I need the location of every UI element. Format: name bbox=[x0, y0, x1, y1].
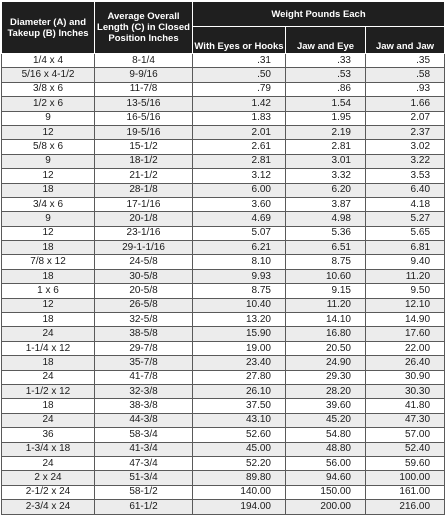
cell-jaw-eye: 16.80 bbox=[286, 327, 366, 341]
table-row bbox=[2, 54, 445, 68]
table-row bbox=[2, 111, 445, 125]
cell-diameter: 1-1/2 x 12 bbox=[2, 384, 95, 398]
cell-eyes-hooks: 9.93 bbox=[193, 269, 286, 283]
cell-eyes-hooks: 5.07 bbox=[193, 226, 286, 240]
cell-eyes-hooks: .50 bbox=[193, 68, 286, 82]
cell-diameter: 24 bbox=[2, 370, 95, 384]
cell-eyes-hooks: 2.81 bbox=[193, 154, 286, 168]
cell-jaw-eye: 6.51 bbox=[286, 241, 366, 255]
cell-length: 11-7/8 bbox=[95, 82, 193, 96]
table-row bbox=[2, 212, 445, 226]
cell-eyes-hooks: 194.00 bbox=[193, 500, 286, 514]
cell-eyes-hooks: 8.10 bbox=[193, 255, 286, 269]
cell-length: 44-3/8 bbox=[95, 413, 193, 427]
cell-length: 20-1/8 bbox=[95, 212, 193, 226]
cell-jaw-jaw: 14.90 bbox=[366, 313, 445, 327]
table-row bbox=[2, 255, 445, 269]
cell-length: 41-7/8 bbox=[95, 370, 193, 384]
table-row bbox=[2, 97, 445, 111]
cell-jaw-jaw: 11.20 bbox=[366, 269, 445, 283]
cell-length: 30-5/8 bbox=[95, 269, 193, 283]
cell-jaw-eye: 29.30 bbox=[286, 370, 366, 384]
cell-jaw-eye: 2.81 bbox=[286, 140, 366, 154]
cell-length: 38-3/8 bbox=[95, 399, 193, 413]
cell-eyes-hooks: 45.00 bbox=[193, 442, 286, 456]
cell-diameter: 9 bbox=[2, 154, 95, 168]
cell-diameter: 2 x 24 bbox=[2, 471, 95, 485]
cell-diameter: 1-1/4 x 12 bbox=[2, 341, 95, 355]
table-row bbox=[2, 169, 445, 183]
table-row bbox=[2, 284, 445, 298]
cell-jaw-eye: 10.60 bbox=[286, 269, 366, 283]
table-row bbox=[2, 125, 445, 139]
cell-length: 23-1/16 bbox=[95, 226, 193, 240]
cell-jaw-eye: 28.20 bbox=[286, 384, 366, 398]
cell-diameter: 12 bbox=[2, 125, 95, 139]
cell-diameter: 2-3/4 x 24 bbox=[2, 500, 95, 514]
cell-diameter: 2-1/2 x 24 bbox=[2, 485, 95, 499]
cell-eyes-hooks: 3.60 bbox=[193, 197, 286, 211]
cell-jaw-eye: 94.60 bbox=[286, 471, 366, 485]
cell-length: 58-1/2 bbox=[95, 485, 193, 499]
cell-diameter: 18 bbox=[2, 356, 95, 370]
table-row bbox=[2, 226, 445, 240]
cell-eyes-hooks: 3.12 bbox=[193, 169, 286, 183]
cell-jaw-eye: 11.20 bbox=[286, 298, 366, 312]
cell-length: 38-5/8 bbox=[95, 327, 193, 341]
table-row bbox=[2, 154, 445, 168]
cell-length: 19-5/16 bbox=[95, 125, 193, 139]
cell-length: 35-7/8 bbox=[95, 356, 193, 370]
cell-eyes-hooks: 27.80 bbox=[193, 370, 286, 384]
cell-diameter: 24 bbox=[2, 456, 95, 470]
cell-jaw-jaw: 26.40 bbox=[366, 356, 445, 370]
cell-jaw-jaw: 100.00 bbox=[366, 471, 445, 485]
cell-jaw-eye: 200.00 bbox=[286, 500, 366, 514]
cell-diameter: 18 bbox=[2, 241, 95, 255]
cell-jaw-eye: 8.75 bbox=[286, 255, 366, 269]
cell-eyes-hooks: 52.20 bbox=[193, 456, 286, 470]
table-row bbox=[2, 82, 445, 96]
cell-jaw-jaw: 2.37 bbox=[366, 125, 445, 139]
header-length: Average Overall Length (C) in Closed Position Inches bbox=[95, 2, 193, 54]
cell-length: 9-9/16 bbox=[95, 68, 193, 82]
cell-jaw-jaw: 9.40 bbox=[366, 255, 445, 269]
cell-jaw-eye: .86 bbox=[286, 82, 366, 96]
cell-jaw-jaw: 12.10 bbox=[366, 298, 445, 312]
cell-jaw-jaw: 52.40 bbox=[366, 442, 445, 456]
cell-diameter: 24 bbox=[2, 413, 95, 427]
cell-diameter: 12 bbox=[2, 298, 95, 312]
cell-jaw-eye: 3.32 bbox=[286, 169, 366, 183]
cell-length: 15-1/2 bbox=[95, 140, 193, 154]
table-row bbox=[2, 140, 445, 154]
header-eyes-hooks: With Eyes or Hooks bbox=[193, 27, 286, 54]
cell-length: 20-5/8 bbox=[95, 284, 193, 298]
header-jaw-jaw: Jaw and Jaw bbox=[366, 27, 445, 54]
table-row bbox=[2, 384, 445, 398]
cell-length: 28-1/8 bbox=[95, 183, 193, 197]
table-row bbox=[2, 485, 445, 499]
cell-length: 47-3/4 bbox=[95, 456, 193, 470]
cell-diameter: 3/8 x 6 bbox=[2, 82, 95, 96]
turnbuckle-spec-table-sheet bbox=[1, 1, 444, 515]
cell-jaw-jaw: 6.40 bbox=[366, 183, 445, 197]
cell-diameter: 1/4 x 4 bbox=[2, 54, 95, 68]
cell-diameter: 18 bbox=[2, 183, 95, 197]
cell-jaw-jaw: 216.00 bbox=[366, 500, 445, 514]
cell-jaw-jaw: 3.22 bbox=[366, 154, 445, 168]
cell-eyes-hooks: 2.61 bbox=[193, 140, 286, 154]
cell-eyes-hooks: .31 bbox=[193, 54, 286, 68]
cell-length: 29-1-1/16 bbox=[95, 241, 193, 255]
cell-eyes-hooks: 8.75 bbox=[193, 284, 286, 298]
table-body bbox=[2, 54, 445, 515]
cell-length: 32-5/8 bbox=[95, 313, 193, 327]
cell-jaw-jaw: 3.53 bbox=[366, 169, 445, 183]
cell-jaw-jaw: 30.30 bbox=[366, 384, 445, 398]
cell-jaw-jaw: 3.02 bbox=[366, 140, 445, 154]
cell-jaw-jaw: 161.00 bbox=[366, 485, 445, 499]
cell-diameter: 1 x 6 bbox=[2, 284, 95, 298]
cell-jaw-jaw: 4.18 bbox=[366, 197, 445, 211]
cell-jaw-eye: .53 bbox=[286, 68, 366, 82]
cell-jaw-eye: 5.36 bbox=[286, 226, 366, 240]
table-row bbox=[2, 370, 445, 384]
cell-jaw-jaw: 2.07 bbox=[366, 111, 445, 125]
table-row bbox=[2, 413, 445, 427]
cell-eyes-hooks: 52.60 bbox=[193, 428, 286, 442]
table-row bbox=[2, 500, 445, 514]
cell-diameter: 9 bbox=[2, 212, 95, 226]
cell-jaw-eye: 3.01 bbox=[286, 154, 366, 168]
cell-jaw-eye: 54.80 bbox=[286, 428, 366, 442]
cell-jaw-jaw: .35 bbox=[366, 54, 445, 68]
table-row bbox=[2, 197, 445, 211]
cell-jaw-eye: 56.00 bbox=[286, 456, 366, 470]
cell-length: 29-7/8 bbox=[95, 341, 193, 355]
cell-diameter: 5/8 x 6 bbox=[2, 140, 95, 154]
cell-jaw-jaw: 59.60 bbox=[366, 456, 445, 470]
table-row bbox=[2, 241, 445, 255]
table-row bbox=[2, 327, 445, 341]
cell-eyes-hooks: 89.80 bbox=[193, 471, 286, 485]
cell-eyes-hooks: 4.69 bbox=[193, 212, 286, 226]
cell-diameter: 36 bbox=[2, 428, 95, 442]
cell-length: 8-1/4 bbox=[95, 54, 193, 68]
table-row bbox=[2, 341, 445, 355]
table-row bbox=[2, 399, 445, 413]
cell-eyes-hooks: 1.83 bbox=[193, 111, 286, 125]
cell-jaw-jaw: 41.80 bbox=[366, 399, 445, 413]
cell-eyes-hooks: 2.01 bbox=[193, 125, 286, 139]
cell-eyes-hooks: 37.50 bbox=[193, 399, 286, 413]
cell-eyes-hooks: 26.10 bbox=[193, 384, 286, 398]
cell-eyes-hooks: 10.40 bbox=[193, 298, 286, 312]
table-row bbox=[2, 68, 445, 82]
cell-eyes-hooks: 13.20 bbox=[193, 313, 286, 327]
cell-jaw-eye: 6.20 bbox=[286, 183, 366, 197]
cell-eyes-hooks: 19.00 bbox=[193, 341, 286, 355]
header-jaw-eye: Jaw and Eye bbox=[286, 27, 366, 54]
cell-jaw-eye: 2.19 bbox=[286, 125, 366, 139]
cell-jaw-jaw: 5.65 bbox=[366, 226, 445, 240]
cell-length: 26-5/8 bbox=[95, 298, 193, 312]
cell-diameter: 18 bbox=[2, 269, 95, 283]
cell-jaw-eye: 150.00 bbox=[286, 485, 366, 499]
cell-jaw-jaw: 1.66 bbox=[366, 97, 445, 111]
cell-jaw-eye: 45.20 bbox=[286, 413, 366, 427]
cell-diameter: 1-3/4 x 18 bbox=[2, 442, 95, 456]
cell-jaw-jaw: 57.00 bbox=[366, 428, 445, 442]
table-row bbox=[2, 456, 445, 470]
table-row bbox=[2, 183, 445, 197]
cell-jaw-eye: 4.98 bbox=[286, 212, 366, 226]
cell-length: 41-3/4 bbox=[95, 442, 193, 456]
header-weight-group: Weight Pounds Each bbox=[193, 2, 445, 27]
turnbuckle-spec-table bbox=[1, 1, 445, 515]
cell-length: 17-1/16 bbox=[95, 197, 193, 211]
cell-jaw-eye: 20.50 bbox=[286, 341, 366, 355]
cell-jaw-jaw: .93 bbox=[366, 82, 445, 96]
cell-jaw-eye: 3.87 bbox=[286, 197, 366, 211]
cell-jaw-eye: 9.15 bbox=[286, 284, 366, 298]
cell-jaw-jaw: 9.50 bbox=[366, 284, 445, 298]
cell-diameter: 12 bbox=[2, 169, 95, 183]
cell-jaw-jaw: 47.30 bbox=[366, 413, 445, 427]
cell-length: 16-5/16 bbox=[95, 111, 193, 125]
cell-jaw-eye: 14.10 bbox=[286, 313, 366, 327]
cell-diameter: 24 bbox=[2, 327, 95, 341]
cell-jaw-jaw: 17.60 bbox=[366, 327, 445, 341]
table-row bbox=[2, 356, 445, 370]
cell-diameter: 7/8 x 12 bbox=[2, 255, 95, 269]
cell-diameter: 1/2 x 6 bbox=[2, 97, 95, 111]
cell-eyes-hooks: 6.21 bbox=[193, 241, 286, 255]
cell-diameter: 12 bbox=[2, 226, 95, 240]
cell-eyes-hooks: 6.00 bbox=[193, 183, 286, 197]
cell-jaw-eye: 48.80 bbox=[286, 442, 366, 456]
table-row bbox=[2, 313, 445, 327]
cell-eyes-hooks: .79 bbox=[193, 82, 286, 96]
cell-jaw-eye: 1.95 bbox=[286, 111, 366, 125]
cell-length: 13-5/16 bbox=[95, 97, 193, 111]
cell-jaw-eye: 24.90 bbox=[286, 356, 366, 370]
table-row bbox=[2, 298, 445, 312]
cell-jaw-jaw: 22.00 bbox=[366, 341, 445, 355]
cell-eyes-hooks: 1.42 bbox=[193, 97, 286, 111]
cell-length: 61-1/2 bbox=[95, 500, 193, 514]
table-row bbox=[2, 471, 445, 485]
cell-length: 58-3/4 bbox=[95, 428, 193, 442]
cell-jaw-jaw: .58 bbox=[366, 68, 445, 82]
table-row bbox=[2, 442, 445, 456]
cell-length: 21-1/2 bbox=[95, 169, 193, 183]
cell-length: 24-5/8 bbox=[95, 255, 193, 269]
cell-diameter: 9 bbox=[2, 111, 95, 125]
cell-jaw-jaw: 6.81 bbox=[366, 241, 445, 255]
cell-length: 51-3/4 bbox=[95, 471, 193, 485]
cell-jaw-eye: 39.60 bbox=[286, 399, 366, 413]
cell-eyes-hooks: 43.10 bbox=[193, 413, 286, 427]
cell-diameter: 5/16 x 4-1/2 bbox=[2, 68, 95, 82]
cell-diameter: 3/4 x 6 bbox=[2, 197, 95, 211]
cell-diameter: 18 bbox=[2, 313, 95, 327]
cell-length: 32-3/8 bbox=[95, 384, 193, 398]
header-diameter: Diameter (A) and Takeup (B) Inches bbox=[2, 2, 95, 54]
cell-eyes-hooks: 140.00 bbox=[193, 485, 286, 499]
table-row bbox=[2, 269, 445, 283]
cell-eyes-hooks: 23.40 bbox=[193, 356, 286, 370]
table-row bbox=[2, 428, 445, 442]
cell-jaw-eye: 1.54 bbox=[286, 97, 366, 111]
cell-jaw-jaw: 30.90 bbox=[366, 370, 445, 384]
cell-length: 18-1/2 bbox=[95, 154, 193, 168]
cell-jaw-eye: .33 bbox=[286, 54, 366, 68]
cell-eyes-hooks: 15.90 bbox=[193, 327, 286, 341]
table-header bbox=[2, 2, 445, 54]
cell-jaw-jaw: 5.27 bbox=[366, 212, 445, 226]
cell-diameter: 18 bbox=[2, 399, 95, 413]
